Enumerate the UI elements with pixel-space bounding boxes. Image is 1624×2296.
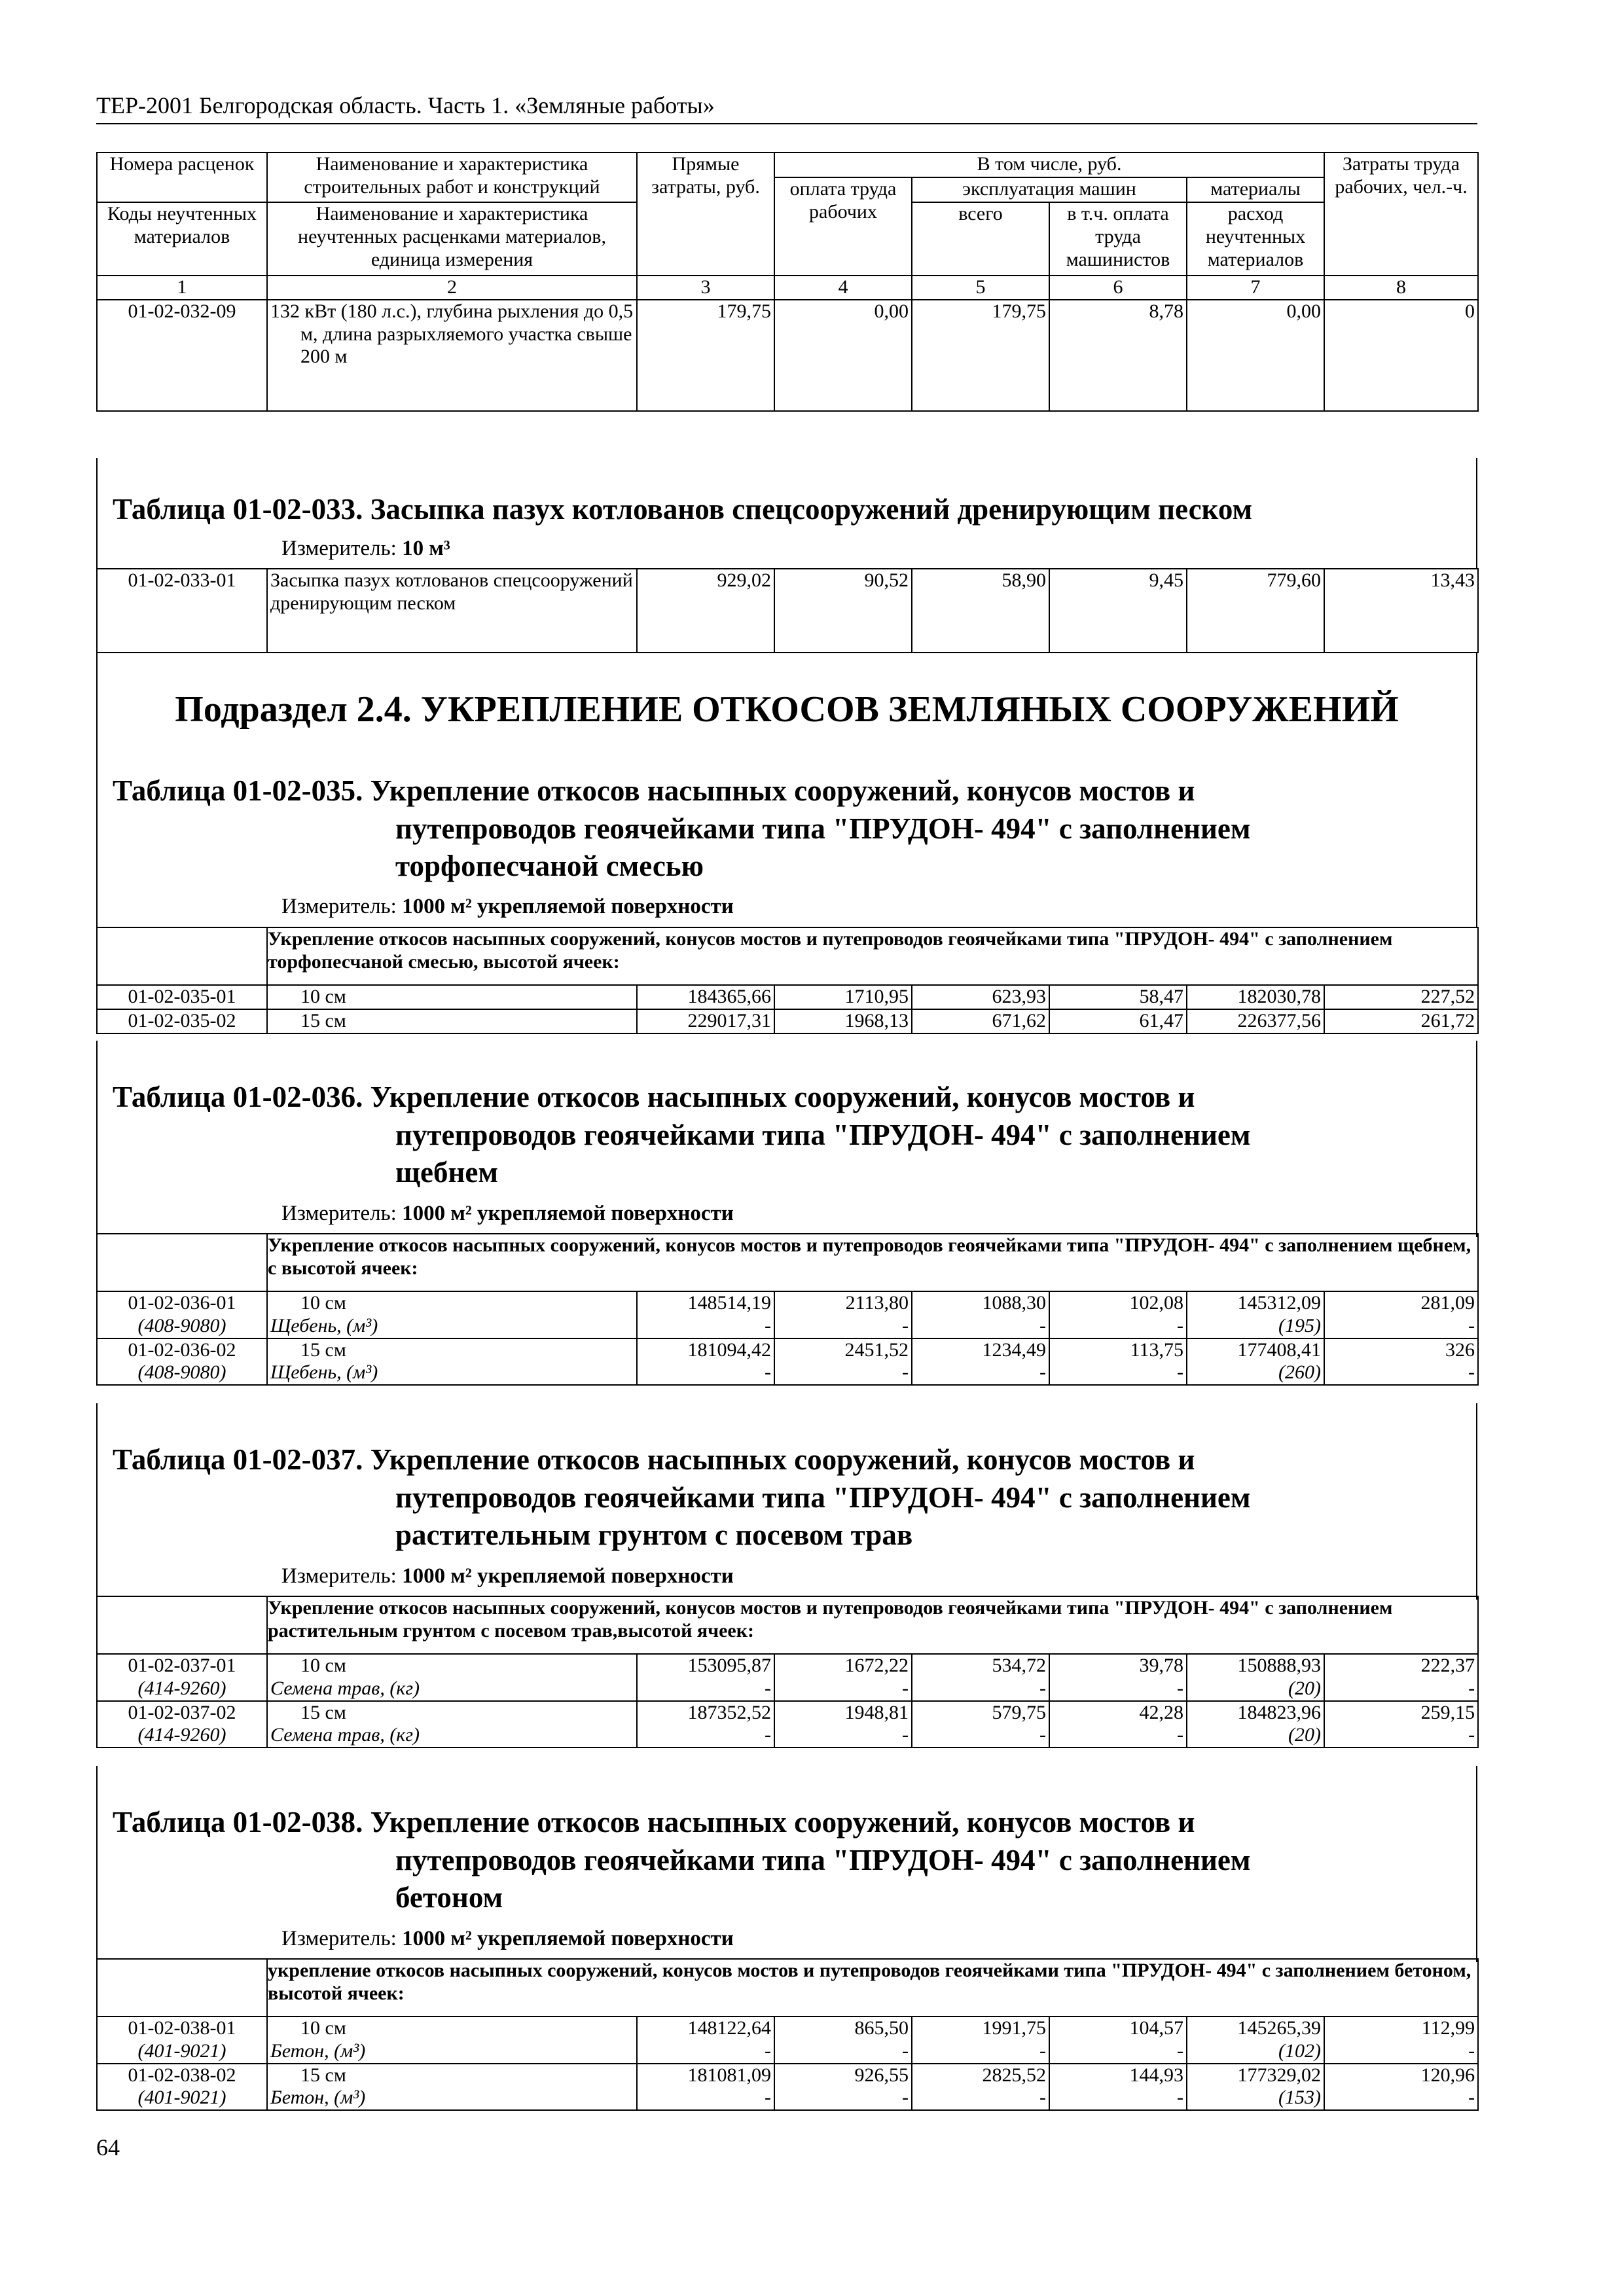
cell-value: 145312,09 [1187, 1291, 1324, 1315]
col-header-including: В том числе, руб. [774, 152, 1324, 177]
table-036 [96, 1233, 1479, 1386]
title-line: Таблица 01-02-036. Укрепление откосов насыпных сооружений, конусов мостов и [113, 1081, 1195, 1113]
cell-value: (20) [1187, 1724, 1324, 1748]
cell-value: - [637, 2087, 774, 2110]
measure-value: 1000 м² укрепляемой поверхности [402, 1202, 734, 1225]
cell-value: - [1324, 1724, 1478, 1748]
cell-value: 187352,52 [637, 1701, 774, 1725]
col-number: 6 [1049, 276, 1187, 300]
cell-value: - [912, 2040, 1049, 2064]
cell-value: - [1324, 2087, 1478, 2110]
title-line: щебнем [395, 1156, 499, 1189]
cell-value: 9,45 [1049, 569, 1187, 653]
col-number: 7 [1187, 276, 1324, 300]
cell-value: 177329,02 [1187, 2064, 1324, 2087]
cell-value: 623,93 [912, 985, 1049, 1009]
material-code: (408-9080) [97, 1361, 267, 1385]
title-line: путепроводов геоячейками типа "ПРУДОН- 494" с заполнением [395, 1118, 1251, 1151]
cell-value: 179,75 [912, 300, 1049, 411]
table-title [113, 1441, 1251, 1554]
cell-value: 113,75 [1049, 1338, 1187, 1362]
cell-value: - [1324, 1677, 1478, 1701]
material-name: Бетон, (м³) [267, 2040, 637, 2064]
title-line: путепроводов геоячейками типа "ПРУДОН- 494" с заполнением [395, 1843, 1251, 1876]
col-header-rate-number: Номера расценок [97, 152, 267, 202]
cell-value: - [774, 1677, 912, 1701]
cell-value: 1968,13 [774, 1009, 912, 1033]
cell-value: 182030,78 [1187, 985, 1324, 1009]
measure-line [281, 537, 450, 561]
cell-value: 0,00 [1187, 300, 1324, 411]
measure-line [281, 1202, 734, 1226]
group-heading: Укрепление откосов насыпных сооружений, конусов мостов и путепроводов геоячейками типа "ПРУДОН- 494" с заполнением торфопесчаной смесью, высотой ячеек: [267, 927, 1478, 985]
table-row [97, 569, 1478, 653]
cell-value: 145265,39 [1187, 2017, 1324, 2040]
rate-name: 15 см [267, 1701, 637, 1725]
cell-value: 2825,52 [912, 2064, 1049, 2087]
cell-value: 326 [1324, 1338, 1478, 1362]
measure-label: Измеритель: [281, 1564, 397, 1588]
cell-value: - [1324, 2040, 1478, 2064]
cell-value: - [912, 1315, 1049, 1338]
col-header-direct-costs: Прямые затраты, руб. [637, 152, 774, 276]
group-heading: Укрепление откосов насыпных сооружений, конусов мостов и путепроводов геоячейками типа "ПРУДОН- 494" с заполнением щебнем, с высотой ячеек: [267, 1234, 1478, 1291]
col-number: 1 [97, 276, 267, 300]
cell-value: 148122,64 [637, 2017, 774, 2040]
col-number: 4 [774, 276, 912, 300]
cell-value: - [1324, 1361, 1478, 1385]
cell-value: 179,75 [637, 300, 774, 411]
cell-value: - [774, 2040, 912, 2064]
cell-value: 671,62 [912, 1009, 1049, 1033]
rate-code: 01-02-035-01 [97, 985, 267, 1009]
cell-value: - [637, 1315, 774, 1338]
group-heading: Укрепление откосов насыпных сооружений, конусов мостов и путепроводов геоячейками типа "ПРУДОН- 494" с заполнением растительным грунтом с посевом трав,высотой ячеек: [267, 1596, 1478, 1654]
measure-value: 10 м³ [402, 537, 450, 560]
col-header-machines-total: всего [912, 202, 1049, 276]
cell-value: - [637, 1361, 774, 1385]
cell-value: 865,50 [774, 2017, 912, 2040]
material-name: Семена трав, (кг) [267, 1677, 637, 1701]
table-title [113, 1079, 1251, 1192]
cell-value: - [774, 1315, 912, 1338]
rate-name: 15 см [267, 1009, 637, 1033]
cell-value: 58,90 [912, 569, 1049, 653]
table-title [113, 1804, 1251, 1917]
cell-value: - [912, 1361, 1049, 1385]
material-code: (408-9080) [97, 1315, 267, 1338]
cell-value: 1234,49 [912, 1338, 1049, 1362]
cell-value: 102,08 [1049, 1291, 1187, 1315]
col-number: 2 [267, 276, 637, 300]
cell-value: - [637, 1677, 774, 1701]
material-row [97, 2040, 1478, 2064]
title-line: путепроводов геоячейками типа "ПРУДОН- 494" с заполнением [395, 1480, 1251, 1514]
cell-value: 229017,31 [637, 1009, 774, 1033]
cell-value: 42,28 [1049, 1701, 1187, 1725]
title-line: торфопесчаной смесью [395, 850, 704, 883]
table-037 [96, 1596, 1479, 1748]
rate-name: 10 см [267, 1291, 637, 1315]
table-row [97, 300, 1478, 411]
cell-value: 1991,75 [912, 2017, 1049, 2040]
cell-value: 177408,41 [1187, 1338, 1324, 1362]
cell-value: 261,72 [1324, 1009, 1478, 1033]
rate-name: 132 кВт (180 л.с.), глубина рыхления до 0,5 м, длина разрыхляемого участка свыше 200 м [267, 300, 637, 411]
rate-code: 01-02-035-02 [97, 1009, 267, 1033]
subsection-title: Подраздел 2.4. УКРЕПЛЕНИЕ ОТКОСОВ ЗЕМЛЯНЫХ СООРУЖЕНИЙ [175, 689, 1399, 730]
material-row [97, 1724, 1478, 1748]
cell-value: - [637, 2040, 774, 2064]
cell-value: (153) [1187, 2087, 1324, 2110]
cell-value: - [1049, 1361, 1187, 1385]
cell-value: 153095,87 [637, 1654, 774, 1677]
measure-line [281, 1564, 734, 1588]
cell-value: 1672,22 [774, 1654, 912, 1677]
cell-value: - [1049, 1677, 1187, 1701]
material-name: Семена трав, (кг) [267, 1724, 637, 1748]
cell-value: 112,99 [1324, 2017, 1478, 2040]
material-row [97, 1361, 1478, 1385]
col-header-materials: материалы [1187, 177, 1324, 202]
measure-value: 1000 м² укрепляемой поверхности [402, 1927, 734, 1950]
rate-name: 15 см [267, 1338, 637, 1362]
table-row [97, 1291, 1478, 1315]
material-code: (414-9260) [97, 1724, 267, 1748]
col-header-material-names: Наименование и характеристика неучтенных расценками материалов, единица измерения [267, 202, 637, 276]
measure-value: 1000 м² укрепляемой поверхности [402, 1564, 734, 1588]
cell-value: 1948,81 [774, 1701, 912, 1725]
material-code: (414-9260) [97, 1677, 267, 1701]
cell-value: - [1049, 1315, 1187, 1338]
cell-value: - [774, 1724, 912, 1748]
table-title [113, 772, 1251, 886]
measure-label: Измеритель: [281, 1202, 397, 1225]
group-heading: укрепление откосов насыпных сооружений, конусов мостов и путепроводов геоячейками типа "ПРУДОН- 494" с заполнением бетоном, высотой ячеек: [267, 1959, 1478, 2017]
col-header-material-codes: Коды неучтенных материалов [97, 202, 267, 276]
cell-value: 2113,80 [774, 1291, 912, 1315]
cell-value: 39,78 [1049, 1654, 1187, 1677]
rate-name: 10 см [267, 2017, 637, 2040]
title-line: Таблица 01-02-038. Укрепление откосов насыпных сооружений, конусов мостов и [113, 1806, 1195, 1839]
cell-value: 259,15 [1324, 1701, 1478, 1725]
material-name: Щебень, (м³) [267, 1315, 637, 1338]
cell-value: 779,60 [1187, 569, 1324, 653]
cell-value: 929,02 [637, 569, 774, 653]
page-number: 64 [96, 2134, 120, 2161]
col-header-machinist-pay: в т.ч. оплата труда машинистов [1049, 202, 1187, 276]
cell-value: 1088,30 [912, 1291, 1049, 1315]
cell-value: 13,43 [1324, 569, 1478, 653]
cell-value: - [1049, 2040, 1187, 2064]
title-line: растительным грунтом с посевом трав [395, 1518, 913, 1552]
cell-value: 926,55 [774, 2064, 912, 2087]
cell-value: 61,47 [1049, 1009, 1187, 1033]
table-row [97, 2017, 1478, 2040]
material-code: (401-9021) [97, 2040, 267, 2064]
rate-name: 15 см [267, 2064, 637, 2087]
rate-name: Засыпка пазух котлованов спецсооружений дренирующим песком [267, 569, 637, 653]
measure-label: Измеритель: [281, 537, 397, 560]
cell-value: 226377,56 [1187, 1009, 1324, 1033]
rate-code: 01-02-033-01 [97, 569, 267, 653]
col-header-worker-pay: оплата труда рабочих [774, 177, 912, 276]
cell-value: 184823,96 [1187, 1701, 1324, 1725]
table-title: Таблица 01-02-033. Засыпка пазух котлованов спецсооружений дренирующим песком [113, 493, 1253, 526]
cell-value: - [1049, 2087, 1187, 2110]
rate-code: 01-02-038-02 [97, 2064, 267, 2087]
cell-value: - [912, 1677, 1049, 1701]
rate-name: 10 см [267, 985, 637, 1009]
rate-code: 01-02-036-02 [97, 1338, 267, 1362]
cell-value: 534,72 [912, 1654, 1049, 1677]
cell-value: (260) [1187, 1361, 1324, 1385]
cell-value: 227,52 [1324, 985, 1478, 1009]
col-header-machines: эксплуатация машин [912, 177, 1187, 202]
material-code: (401-9021) [97, 2087, 267, 2110]
table-row [97, 2064, 1478, 2087]
material-row [97, 2087, 1478, 2110]
cell-value: 2451,52 [774, 1338, 912, 1362]
cell-value: - [912, 2087, 1049, 2110]
cell-value: 120,96 [1324, 2064, 1478, 2087]
cell-value: 58,47 [1049, 985, 1187, 1009]
table-033 [96, 568, 1479, 653]
table-row [97, 1009, 1478, 1033]
table-row [97, 985, 1478, 1009]
col-number: 8 [1324, 276, 1478, 300]
rate-code: 01-02-037-01 [97, 1654, 267, 1677]
cell-value: (102) [1187, 2040, 1324, 2064]
cell-value: - [1049, 1724, 1187, 1748]
title-line: бетоном [395, 1881, 503, 1914]
rate-code: 01-02-032-09 [97, 300, 267, 411]
table-row [97, 1654, 1478, 1677]
cell-value: 222,37 [1324, 1654, 1478, 1677]
cell-value: 144,93 [1049, 2064, 1187, 2087]
col-number: 5 [912, 276, 1049, 300]
material-name: Бетон, (м³) [267, 2087, 637, 2110]
measure-label: Измеритель: [281, 895, 397, 918]
header-table [96, 152, 1479, 412]
cell-value: 281,09 [1324, 1291, 1478, 1315]
title-line: Таблица 01-02-037. Укрепление откосов насыпных сооружений, конусов мостов и [113, 1443, 1195, 1476]
rate-name: 10 см [267, 1654, 637, 1677]
cell-value: - [774, 1361, 912, 1385]
rate-code: 01-02-037-02 [97, 1701, 267, 1725]
cell-value: 184365,66 [637, 985, 774, 1009]
measure-label: Измеритель: [281, 1927, 397, 1950]
cell-value: 579,75 [912, 1701, 1049, 1725]
rate-code: 01-02-036-01 [97, 1291, 267, 1315]
cell-value: 0 [1324, 300, 1478, 411]
cell-value: - [774, 2087, 912, 2110]
cell-value: - [637, 1724, 774, 1748]
title-line: путепроводов геоячейками типа "ПРУДОН- 494" с заполнением [395, 812, 1251, 845]
cell-value: 148514,19 [637, 1291, 774, 1315]
cell-value: 0,00 [774, 300, 912, 411]
cell-value: - [912, 1724, 1049, 1748]
rate-code: 01-02-038-01 [97, 2017, 267, 2040]
cell-value: (20) [1187, 1677, 1324, 1701]
cell-value: 8,78 [1049, 300, 1187, 411]
material-row [97, 1315, 1478, 1338]
material-name: Щебень, (м³) [267, 1361, 637, 1385]
table-038 [96, 1958, 1479, 2111]
col-header-work-name: Наименование и характеристика строительных работ и конструкций [267, 152, 637, 202]
table-row [97, 1338, 1478, 1362]
cell-value: - [1324, 1315, 1478, 1338]
cell-value: 150888,93 [1187, 1654, 1324, 1677]
measure-line [281, 1927, 734, 1951]
cell-value: 181094,42 [637, 1338, 774, 1362]
page-header: ТЕР-2001 Белгородская область. Часть 1. «Земляные работы» [96, 92, 1477, 124]
col-header-labor-costs: Затраты труда рабочих, чел.-ч. [1324, 152, 1478, 276]
table-035 [96, 927, 1479, 1034]
table-row [97, 1701, 1478, 1725]
cell-value: (195) [1187, 1315, 1324, 1338]
cell-value: 181081,09 [637, 2064, 774, 2087]
measure-line [281, 895, 734, 919]
cell-value: 1710,95 [774, 985, 912, 1009]
cell-value: 104,57 [1049, 2017, 1187, 2040]
material-row [97, 1677, 1478, 1701]
col-number: 3 [637, 276, 774, 300]
title-line: Таблица 01-02-035. Укрепление откосов насыпных сооружений, конусов мостов и [113, 774, 1195, 807]
measure-value: 1000 м² укрепляемой поверхности [402, 895, 734, 918]
cell-value: 90,52 [774, 569, 912, 653]
col-header-unaccounted-materials: расход неучтенных материалов [1187, 202, 1324, 276]
